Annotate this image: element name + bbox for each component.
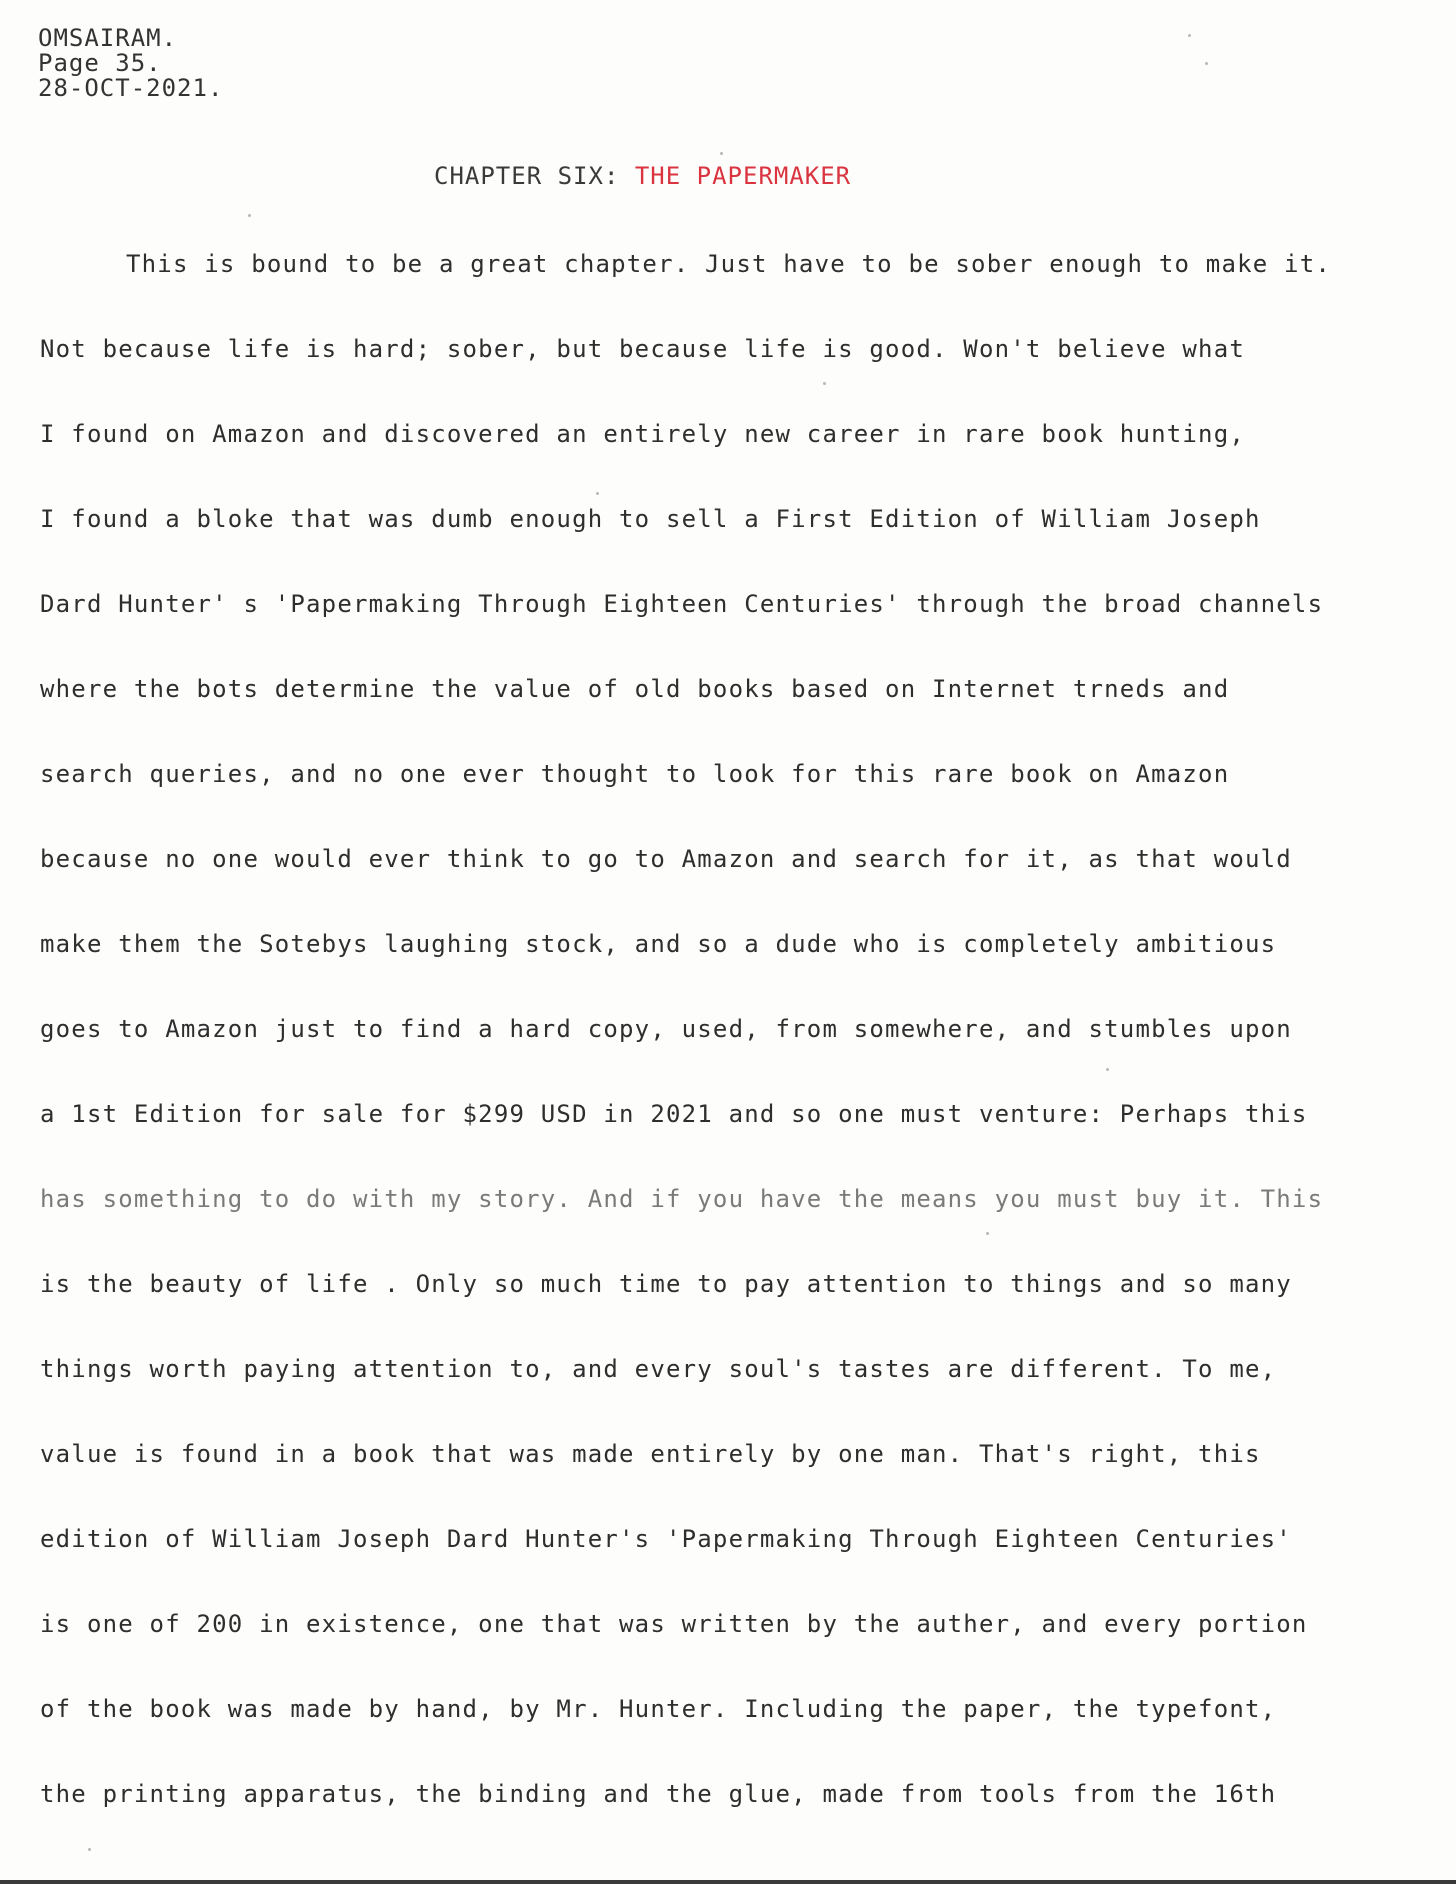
body-line: is the beauty of life . Only so much time to pay attention to things and so many — [40, 1270, 1292, 1298]
body-line: goes to Amazon just to find a hard copy, used, from somewhere, and stumbles upon — [40, 1015, 1292, 1043]
body-line: make them the Sotebys laughing stock, and so a dude who is completely ambitious — [40, 930, 1277, 958]
body-line: the printing apparatus, the binding and the glue, made from tools from the 16th — [40, 1780, 1277, 1808]
page-bottom-edge — [0, 1880, 1456, 1884]
body-line: value is found in a book that was made entirely by one man. That's right, this — [40, 1440, 1261, 1468]
body-line: where the bots determine the value of old books based on Internet trneds and — [40, 675, 1230, 703]
paper-speck — [1188, 34, 1191, 37]
body-line: I found on Amazon and discovered an entirely new career in rare book hunting, — [40, 420, 1245, 448]
paper-speck — [596, 492, 599, 495]
body-line: a 1st Edition for sale for $299 USD in 2021 and so one must venture: Perhaps this — [40, 1100, 1308, 1128]
paper-speck — [823, 382, 826, 385]
body-line: edition of William Joseph Dard Hunter's 'Papermaking Through Eighteen Centuries' — [40, 1525, 1292, 1553]
page-header — [38, 26, 223, 101]
body-line: is one of 200 in existence, one that was written by the auther, and every portion — [40, 1610, 1308, 1638]
body-line: This is bound to be a great chapter. Just have to be sober enough to make it. — [126, 250, 1331, 278]
body-line: because no one would ever think to go to Amazon and search for it, as that would — [40, 845, 1292, 873]
body-text — [40, 244, 1450, 1859]
body-line: has something to do with my story. And if you have the means you must buy it. This — [40, 1185, 1324, 1213]
body-line: search queries, and no one ever thought to look for this rare book on Amazon — [40, 760, 1230, 788]
paper-speck — [1205, 62, 1208, 65]
chapter-heading — [434, 162, 851, 190]
body-line: I found a bloke that was dumb enough to sell a First Edition of William Joseph — [40, 505, 1261, 533]
chapter-heading-title: THE PAPERMAKER — [634, 162, 852, 190]
paper-speck — [720, 152, 723, 155]
header-line-page-number: Page 35. — [38, 49, 162, 77]
body-line: Not because life is hard; sober, but because life is good. Won't believe what — [40, 335, 1245, 363]
paper-speck — [88, 1848, 91, 1851]
body-line: things worth paying attention to, and every soul's tastes are different. To me, — [40, 1355, 1277, 1383]
header-line-author: OMSAIRAM. — [38, 24, 178, 52]
header-line-date: 28-OCT-2021. — [38, 74, 224, 102]
body-line: of the book was made by hand, by Mr. Hunter. Including the paper, the typefont, — [40, 1695, 1277, 1723]
paper-speck — [1106, 1068, 1109, 1071]
body-line: Dard Hunter' s 'Papermaking Through Eighteen Centuries' through the broad channels — [40, 590, 1324, 618]
chapter-heading-prefix: CHAPTER SIX: — [434, 162, 635, 190]
paper-speck — [248, 214, 251, 217]
paper-speck — [986, 1232, 989, 1235]
